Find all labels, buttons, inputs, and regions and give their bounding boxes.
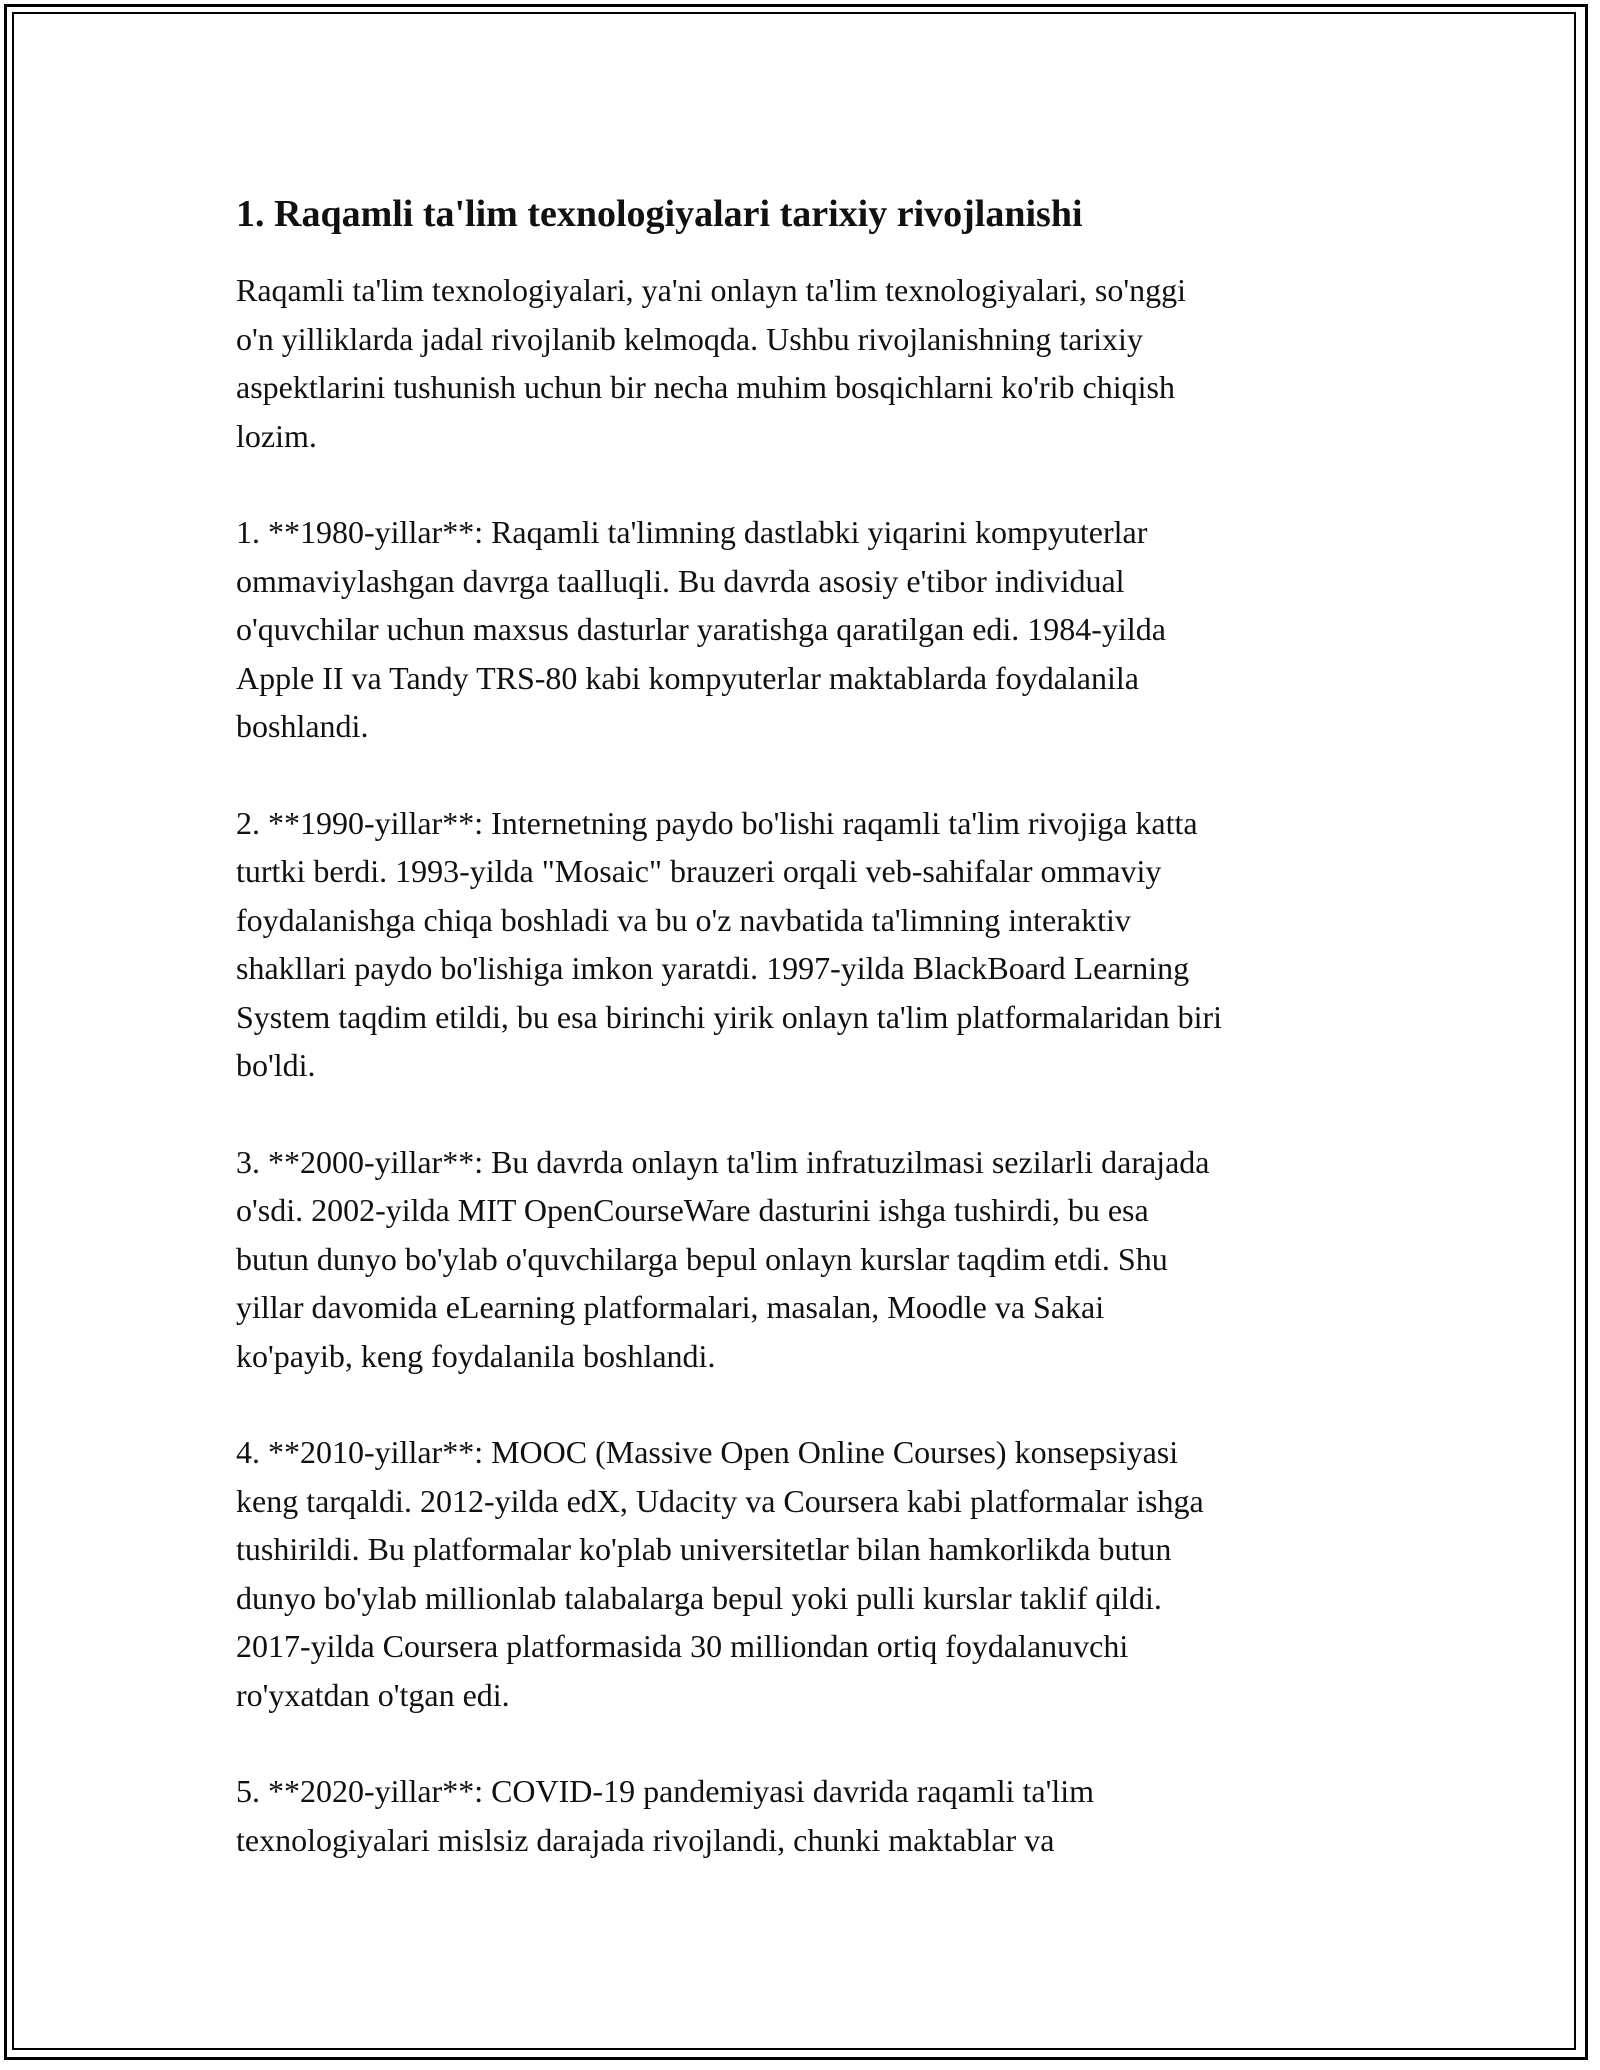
paragraph-2020s: 5. **2020-yillar**: COVID-19 pandemiyasi davrida raqamli ta'lim texnologiyalari mislsiz darajada rivojlandi, chunki maktablar va (236, 1773, 1095, 1858)
paragraph-1980s: 1. **1980-yillar**: Raqamli ta'limning dastlabki yiqarini kompyuterlar ommaviylashgan davrga taalluqli. Bu davrda asosiy e'tibor individual o'quvchilar uchun maxsus dasturlar yaratishga qaratilgan edi. 1984-yilda Apple II va Tandy TRS-80 kabi kompyuterlar maktablarda foydalanila boshlandi. (236, 514, 1166, 744)
document-body (236, 190, 1376, 1912)
intro-paragraph: Raqamli ta'lim texnologiyalari, ya'ni onlayn ta'lim texnologiyalari, so'nggi o'n yilliklarda jadal rivojlanib kelmoqda. Ushbu rivojlanishning tarixiy aspektlarini tushunish uchun bir necha muhim bosqichlarni ko'rib chiqish lozim. (236, 272, 1186, 454)
paragraph-2000s: 3. **2000-yillar**: Bu davrda onlayn ta'lim infratuzilmasi sezilarli darajada o'sdi. 2002-yilda MIT OpenCourseWare dasturini ishga tushirdi, bu esa butun dunyo bo'ylab o'quvchilarga bepul onlayn kurslar taqdim etdi. Shu yillar davomida eLearning platformalari, masalan, Moodle va Sakai ko'payib, keng foydalanila boshlandi. (236, 1143, 1210, 1374)
document-title: 1. Raqamli ta'lim texnologiyalari tarixiy rivojlanishi (236, 193, 1083, 235)
paragraph-1990s: 2. **1990-yillar**: Internetning paydo bo'lishi raqamli ta'lim rivojiga katta turtki berdi. 1993-yilda "Mosaic" brauzeri orqali veb-sahifalar ommaviy foydalanishga chiqa boshladi va bu o'z navbatida ta'limning interaktiv shakllari paydo bo'lishiga imkon yaratdi. 1997-yilda BlackBoard Learning System taqdim etildi, bu esa birinchi yirik onlayn ta'lim platformalaridan biri bo'ldi. (236, 804, 1222, 1083)
paragraph-2010s: 4. **2010-yillar**: MOOC (Massive Open Online Courses) konsepsiyasi keng tarqaldi. 2012-yilda edX, Udacity va Coursera kabi platformalar ishga tushirildi. Bu platformalar ko'plab universitetlar bilan hamkorlikda butun dunyo bo'ylab millionlab talabalarga bepul yoki pulli kurslar taklif qildi. 2017-yilda Coursera platformasida 30 milliondan ortiq foydalanuvchi ro'yxatdan o'tgan edi. (236, 1434, 1204, 1713)
